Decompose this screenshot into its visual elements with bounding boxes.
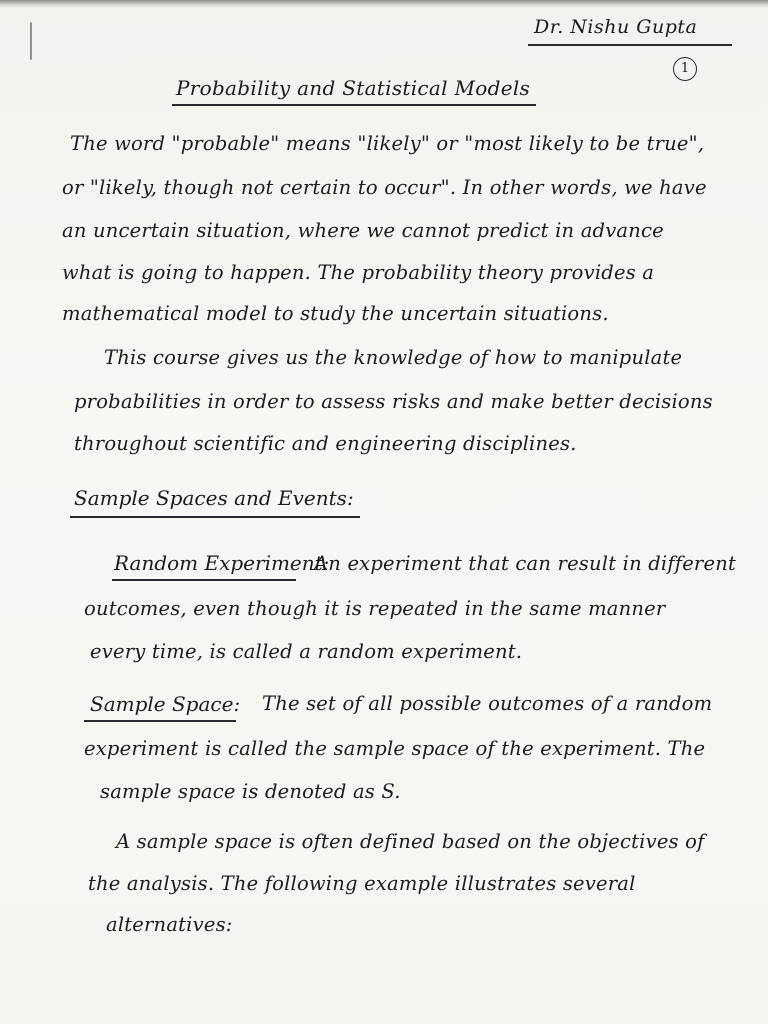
author-underline	[528, 44, 732, 46]
term-random-experiment: Random Experiment:	[114, 551, 330, 575]
definition-line: sample space is denoted as S.	[100, 780, 401, 803]
page-number-circle: 1	[673, 57, 697, 81]
section-heading-underline	[70, 516, 360, 518]
term-sample-space: Sample Space:	[90, 692, 241, 716]
intro-line: or "likely, though not certain to occur". In other words, we have	[62, 176, 707, 199]
intro-line: an uncertain situation, where we cannot predict in advance	[62, 219, 664, 242]
author-name: Dr. Nishu Gupta	[534, 16, 698, 38]
course-line: probabilities in order to assess risks and make better decisions	[74, 390, 713, 413]
margin-pen-mark	[30, 22, 32, 60]
title-underline	[172, 104, 536, 106]
definition-line: outcomes, even though it is repeated in the same manner	[84, 597, 666, 620]
course-line: throughout scientific and engineering disciplines.	[74, 432, 577, 455]
closing-line: A sample space is often defined based on the objectives of	[116, 830, 705, 853]
course-line: This course gives us the knowledge of how to manipulate	[104, 346, 683, 369]
definition-line: An experiment that can result in different	[314, 552, 736, 575]
definition-line: The set of all possible outcomes of a random	[262, 692, 713, 715]
closing-line: alternatives:	[106, 913, 233, 936]
section-heading: Sample Spaces and Events:	[74, 486, 354, 510]
page-title: Probability and Statistical Models	[176, 76, 531, 100]
intro-line: mathematical model to study the uncertain situations.	[62, 302, 609, 325]
intro-line: what is going to happen. The probability theory provides a	[62, 261, 655, 284]
term-underline	[84, 720, 236, 722]
definition-line: every time, is called a random experiment.	[90, 640, 523, 663]
closing-line: the analysis. The following example illustrates several	[88, 872, 636, 895]
page-top-edge	[0, 0, 768, 8]
term-underline	[112, 579, 296, 581]
intro-line: The word "probable" means "likely" or "most likely to be true",	[70, 132, 705, 155]
definition-line: experiment is called the sample space of the experiment. The	[84, 737, 706, 760]
